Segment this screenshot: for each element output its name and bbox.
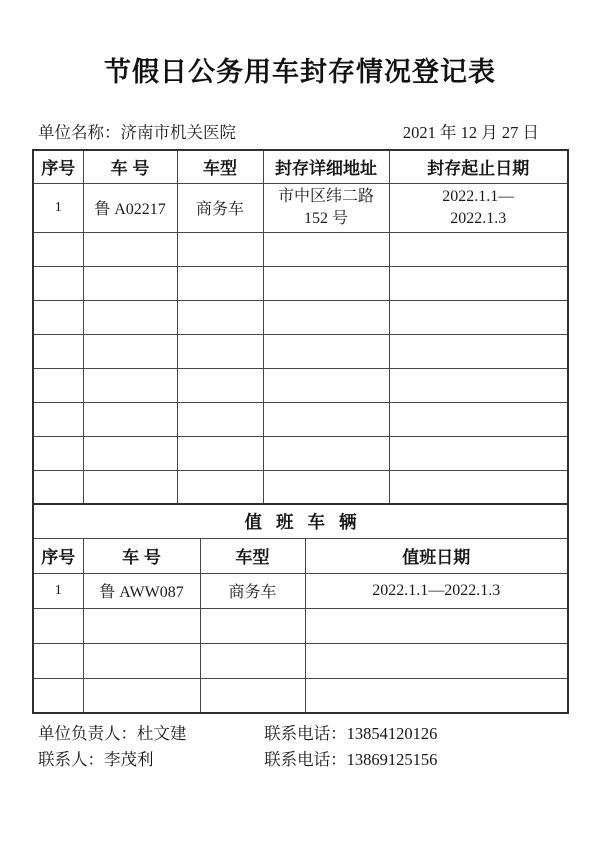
duty-vehicles-table: [32, 503, 569, 714]
sealed-vehicles-table: [32, 149, 569, 505]
responsible-phone-number: 13854120126: [346, 724, 438, 743]
footer-line-1: [38, 721, 600, 747]
empty-cell: [263, 436, 389, 470]
empty-cell: [305, 643, 568, 678]
empty-row: [33, 643, 568, 678]
duty-header-duty-date: 值班日期: [305, 538, 568, 573]
empty-cell: [83, 678, 200, 713]
empty-cell: [83, 266, 177, 300]
responsible-person: [38, 721, 260, 747]
empty-row: [33, 470, 568, 504]
empty-cell: [177, 402, 263, 436]
seal-date-line2: 2022.1.3: [450, 209, 507, 227]
header-vehicle-type: 车型: [177, 150, 263, 183]
header-seal-address: 封存详细地址: [263, 150, 389, 183]
empty-cell: [33, 368, 83, 402]
contact-phone-number: 13869125156: [346, 750, 438, 769]
empty-cell: [263, 368, 389, 402]
empty-cell: [83, 402, 177, 436]
responsible-label: 单位负责人：: [38, 724, 137, 743]
empty-cell: [177, 232, 263, 266]
duty-header-plate-number: 车 号: [83, 538, 200, 573]
empty-cell: [177, 436, 263, 470]
contact-person: [38, 747, 260, 773]
empty-cell: [389, 266, 568, 300]
empty-cell: [33, 643, 83, 678]
header-seal-date-range: 封存起止日期: [389, 150, 568, 183]
contact-phone-label: 联系电话：: [264, 750, 347, 769]
empty-cell: [33, 300, 83, 334]
empty-cell: [33, 436, 83, 470]
duty-section-title: 值班车辆: [33, 504, 568, 538]
cell-seal-date-range: [389, 183, 568, 232]
empty-cell: [83, 334, 177, 368]
seal-date-line1: 2022.1.1—: [442, 187, 515, 205]
empty-cell: [200, 643, 305, 678]
duty-vehicle-row: [33, 573, 568, 608]
empty-row: [33, 678, 568, 713]
cell-duty-serial: 1: [33, 573, 83, 608]
empty-cell: [389, 368, 568, 402]
empty-cell: [83, 300, 177, 334]
contact-label: 联系人：: [38, 750, 104, 769]
empty-cell: [389, 334, 568, 368]
responsible-name: 杜文建: [137, 724, 187, 743]
header-plate-number: 车 号: [83, 150, 177, 183]
empty-cell: [33, 678, 83, 713]
duty-table-header-row: [33, 538, 568, 573]
empty-cell: [305, 608, 568, 643]
sealed-table-header-row: [33, 150, 568, 183]
contact-phone: [264, 750, 437, 769]
empty-row: [33, 300, 568, 334]
empty-row: [33, 232, 568, 266]
page-title: 节假日公务用车封存情况登记表: [104, 57, 496, 87]
empty-cell: [83, 608, 200, 643]
empty-cell: [83, 470, 177, 504]
sealed-vehicle-row: [33, 183, 568, 232]
duty-header-serial: 序号: [33, 538, 83, 573]
empty-cell: [33, 608, 83, 643]
empty-cell: [177, 300, 263, 334]
empty-cell: [83, 368, 177, 402]
empty-cell: [177, 266, 263, 300]
empty-cell: [83, 436, 177, 470]
empty-cell: [33, 402, 83, 436]
empty-cell: [263, 232, 389, 266]
footer: [38, 721, 600, 773]
cell-duty-plate-number: 鲁 AWW087: [83, 573, 200, 608]
empty-cell: [263, 334, 389, 368]
contact-name: 李茂利: [104, 750, 154, 769]
duty-header-vehicle-type: 车型: [200, 538, 305, 573]
empty-cell: [177, 334, 263, 368]
header-serial: 序号: [33, 150, 83, 183]
empty-cell: [177, 470, 263, 504]
empty-cell: [389, 470, 568, 504]
footer-line-2: [38, 747, 600, 773]
report-date: 2021 年 12 月 27 日: [402, 123, 539, 142]
empty-cell: [200, 608, 305, 643]
info-row: [32, 119, 561, 143]
empty-row: [33, 402, 568, 436]
empty-cell: [33, 232, 83, 266]
empty-cell: [389, 436, 568, 470]
empty-cell: [389, 402, 568, 436]
duty-section-title-row: [33, 504, 568, 538]
empty-cell: [263, 266, 389, 300]
empty-cell: [200, 678, 305, 713]
empty-row: [33, 608, 568, 643]
empty-cell: [389, 232, 568, 266]
empty-cell: [305, 678, 568, 713]
cell-plate-number: 鲁 A02217: [83, 183, 177, 232]
empty-cell: [263, 300, 389, 334]
cell-duty-vehicle-type: 商务车: [200, 573, 305, 608]
empty-cell: [389, 300, 568, 334]
empty-cell: [33, 334, 83, 368]
cell-seal-address: [263, 183, 389, 232]
responsible-phone: [264, 724, 437, 743]
empty-cell: [83, 643, 200, 678]
empty-cell: [33, 266, 83, 300]
cell-vehicle-type: 商务车: [177, 183, 263, 232]
seal-address-line1: 市中区纬二路: [277, 187, 374, 205]
cell-serial: 1: [33, 183, 83, 232]
responsible-phone-label: 联系电话：: [264, 724, 347, 743]
empty-cell: [263, 402, 389, 436]
empty-row: [33, 436, 568, 470]
empty-row: [33, 334, 568, 368]
empty-cell: [33, 470, 83, 504]
empty-cell: [83, 232, 177, 266]
empty-cell: [263, 470, 389, 504]
seal-address-line2: 152 号: [303, 209, 348, 227]
cell-duty-date: 2022.1.1—2022.1.3: [305, 573, 568, 608]
empty-row: [33, 266, 568, 300]
unit-name: 单位名称：济南市机关医院: [38, 123, 236, 142]
empty-row: [33, 368, 568, 402]
empty-cell: [177, 368, 263, 402]
